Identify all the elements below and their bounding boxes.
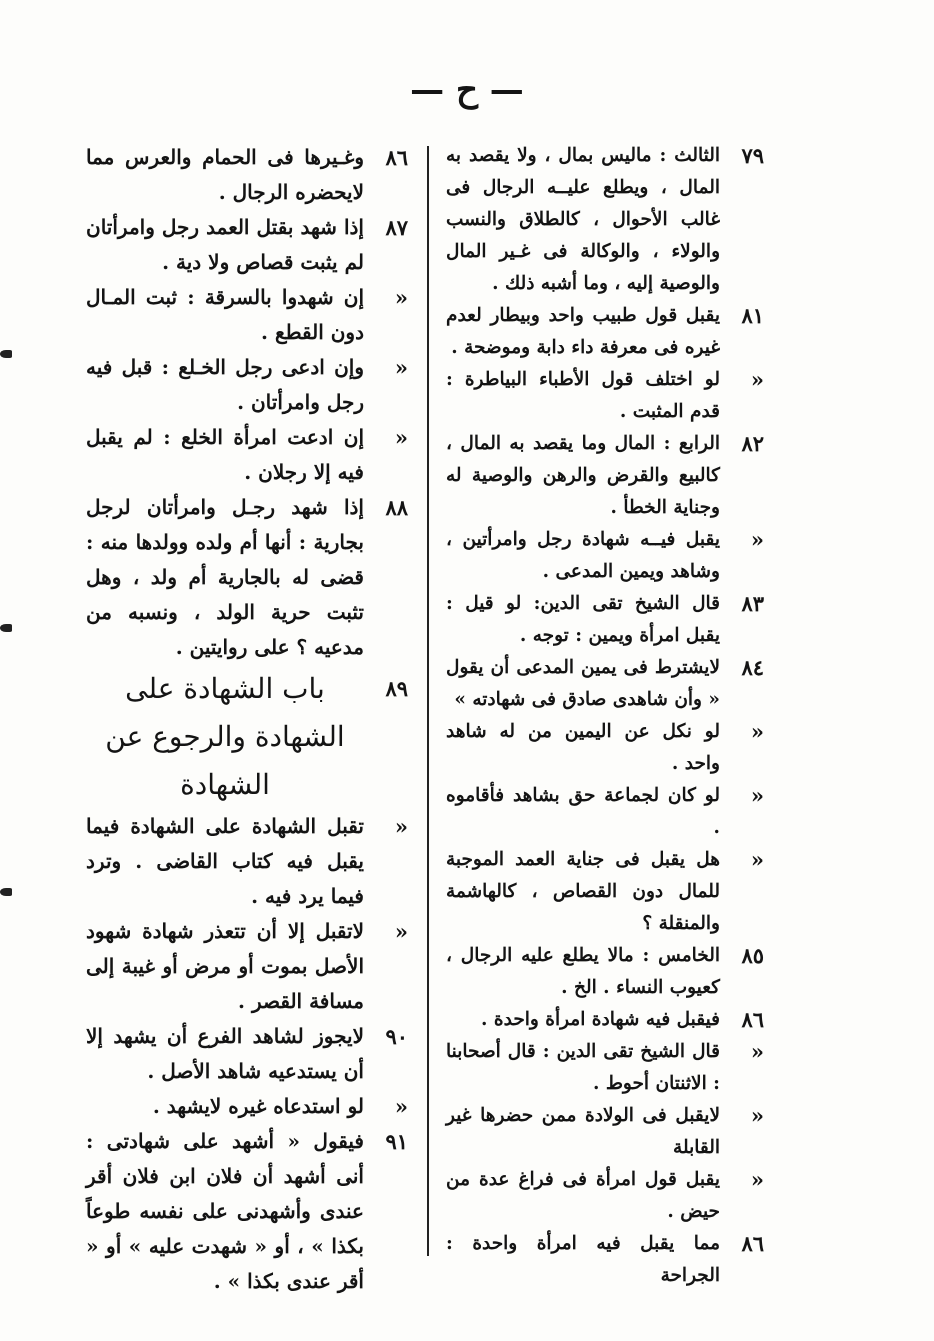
entry-number: «: [394, 285, 408, 310]
entry-number: ٨٦: [741, 1231, 764, 1256]
left-column: [86, 140, 408, 1299]
entry: [446, 1228, 764, 1292]
entry-text: الثالث : ماليس بمال ، ولا يقصد به المال ، ويطلع عليــه الرجال فى غالب الأحوال ، كالطلاق والنسب والولاء ، والوكالة فى غـير المال والوصية إليه ، وما أشبه ذلك .: [446, 145, 720, 294]
entry-text: مما يقبل فيه امرأة واحدة : الجراحة: [446, 1233, 720, 1286]
entry: [446, 652, 764, 716]
margin-mark: [0, 888, 12, 896]
entry-text: يقبل فيــه شهادة رجل وامرأتين ، وشاهد ويمين المدعى .: [446, 529, 720, 582]
entry-text: يقبل قول طبيب واحد وبيطار لعدم غيره فى معرفة داء دابة وموضحة .: [446, 305, 720, 358]
entry: [86, 1089, 408, 1124]
entry-number: «: [750, 1167, 764, 1192]
entry: [86, 1124, 408, 1299]
entry-text: إذا شهد رجـل وامرأتان لرجل بجارية : أنها أم ولده وولدها منه : قضى له بالجارية أم ولد ، وهل تثبت حرية الولد ، ونسبه من مدعيه ؟ على روايتين .: [86, 495, 364, 659]
entry: [446, 940, 764, 1004]
entry-number: ٨٤: [741, 655, 764, 680]
entry-number: «: [750, 367, 764, 392]
entry-number: ٩١: [385, 1129, 408, 1154]
entry-number: ٨٥: [741, 943, 764, 968]
margin-mark: [0, 350, 12, 358]
entry: [446, 1004, 764, 1036]
entry: [446, 844, 764, 940]
entry: [86, 420, 408, 490]
entry: [86, 490, 408, 665]
entry-number: ٨١: [741, 303, 764, 328]
entry-text: قال الشيخ تقى الدين: لو قيل : يقبل امرأة ويمين : توجه .: [446, 593, 720, 646]
entry-number: «: [750, 719, 764, 744]
entry-number: ٨٢: [741, 431, 764, 456]
entry-text: فيقبل فيه شهادة امرأة واحدة .: [481, 1009, 720, 1030]
entry: [86, 809, 408, 914]
entry-number: «: [394, 425, 408, 450]
entry-text: هل يقبل فى جناية العمد الموجبة للمال دون القصاص ، كالهاشمة والمنقلة ؟: [446, 849, 720, 934]
entry-text: وإن ادعى رجل الخـلع : قبل فيه رجل وامرأتان .: [86, 355, 364, 414]
entry-text: لاتقبل إلا أن تتعذر شهادة شهود الأصل بموت أو مرض أو غيبة إلى مسافة القصر .: [86, 919, 364, 1013]
entry: [446, 1164, 764, 1228]
entry-text: فيقول « أشهد على شهادتى : أنى أشهد أن فلان ابن فلان أقر عندى وأشهدنى على نفسه طوعاً بكذا » ، أو « شهدت عليه » أو « أقر عندى بكذا » .: [86, 1129, 364, 1293]
entry-number: «: [750, 527, 764, 552]
entry: [86, 210, 408, 280]
entry-text: الرابع : المال وما يقصد به المال ، كالبيع والقرض والرهن والوصية له وجناية الخطأ .: [446, 433, 720, 518]
entry: [446, 1036, 764, 1100]
entry: [446, 140, 764, 300]
entry-number: ٨٦: [385, 145, 408, 170]
entry: [86, 280, 408, 350]
entry-number: «: [750, 1039, 764, 1064]
entry-number: «: [394, 814, 408, 839]
entry-text: إن ادعت امرأة الخلع : لم يقبل فيه إلا رجلان .: [86, 425, 364, 484]
entry: [446, 1100, 764, 1164]
entry-number: ٨٣: [741, 591, 764, 616]
entry-text: الخامس : مالا يطلع عليه الرجال ، كعيوب النساء . الخ .: [446, 945, 720, 998]
entry-text: لايشترط فى يمين المدعى أن يقول « وأن شاهدى صادق فى شهادته »: [446, 657, 720, 710]
entry-number: ٨٧: [385, 215, 408, 240]
entry-number: «: [750, 1103, 764, 1128]
entry-text: لايقبل فى الولادة ممن حضرها غير القابلة: [446, 1105, 720, 1158]
entry-number: «: [750, 847, 764, 872]
right-column: [446, 140, 764, 1292]
entry-number: «: [750, 783, 764, 808]
entry-number: ٨٦: [741, 1007, 764, 1032]
entry: [446, 428, 764, 524]
entry-number: «: [394, 919, 408, 944]
entry-text: لو اختلف قول الأطباء البياطرة : قدم المثبت .: [446, 369, 720, 422]
entry-text: وغـيرها فى الحمام والعرس مما لايحضره الرجال .: [86, 145, 364, 204]
entry-text: لايجوز لشاهد الفرع أن يشهد إلا أن يستدعيه شاهد الأصل .: [86, 1024, 364, 1083]
entry: [446, 588, 764, 652]
entry: [446, 524, 764, 588]
entry-number: ٩٠: [385, 1024, 408, 1049]
entry-number: ٨٩: [385, 676, 408, 701]
entry: [446, 364, 764, 428]
column-divider: [427, 146, 429, 1256]
entry-text: إذا شهد بقتل العمد رجل وامرأتان لم يثبت قصاص ولا دية .: [86, 215, 364, 274]
section-heading: [86, 665, 408, 809]
entry: [86, 140, 408, 210]
entry-text: يقبل قول امرأة فى فراغ عدة من حيض .: [446, 1169, 720, 1222]
entry-text: قال الشيخ تقى الدين : قال أصحابنا : الاثنتان أحوط .: [446, 1041, 720, 1094]
entry-text: لو استدعاه غيره لايشهد .: [152, 1094, 364, 1118]
margin-mark: [0, 624, 12, 632]
page-marker: — ح —: [410, 70, 524, 110]
entry: [86, 350, 408, 420]
heading-text: باب الشهادة على الشهادة والرجوع عن الشهادة: [105, 672, 345, 801]
entry: [86, 914, 408, 1019]
entry: [446, 300, 764, 364]
entry-text: لو كان لجماعة حق بشاهد فأقاموه .: [446, 785, 720, 838]
entry-text: لو نكل عن اليمين من له شاهد واحد .: [446, 721, 720, 774]
entry-number: ٧٩: [741, 143, 764, 168]
entry-number: «: [394, 1094, 408, 1119]
entry: [446, 716, 764, 780]
entry-number: ٨٨: [385, 495, 408, 520]
entry: [86, 1019, 408, 1089]
entry-text: تقبل الشهادة على الشهادة فيما يقبل فيه كتاب القاضى . وترد فيما يرد فيه .: [86, 814, 364, 908]
entry-number: «: [394, 355, 408, 380]
entry: [446, 780, 764, 844]
entry-text: إن شهدوا بالسرقة : ثبت المـال دون القطع .: [86, 285, 364, 344]
